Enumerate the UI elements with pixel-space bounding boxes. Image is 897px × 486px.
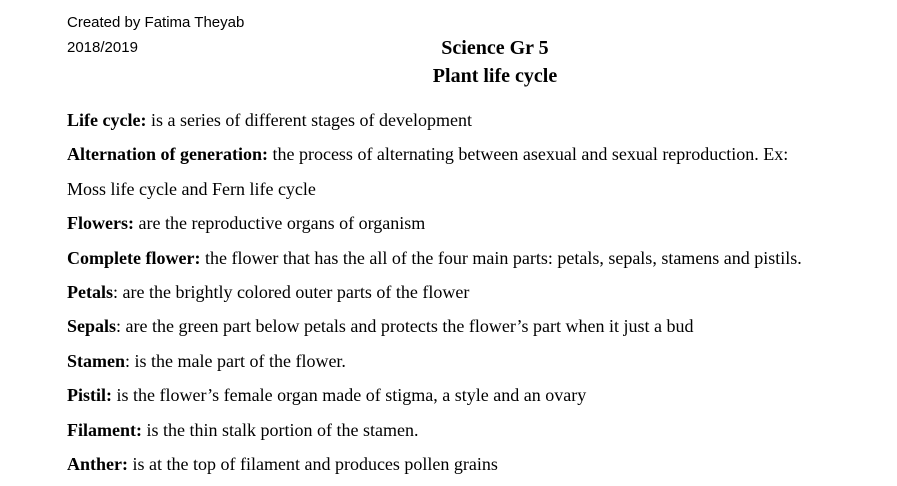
definition-term: Life cycle: [67, 110, 147, 130]
definition-petals [67, 279, 892, 313]
school-year: 2018/2019 [67, 39, 138, 56]
definition-term: Stamen [67, 350, 125, 371]
definition-text: is a series of different stages of development [146, 110, 473, 130]
definition-pistil [67, 382, 892, 416]
definition-flowers [67, 210, 892, 244]
definitions-list [67, 107, 892, 485]
definition-anther [67, 451, 892, 485]
definition-term: Anther: [67, 453, 128, 474]
definition-term: Filament: [67, 419, 142, 440]
definition-text: the flower that has the all of the four main parts: petals, sepals, stamens and pistils. [200, 247, 802, 268]
definition-stamen [67, 348, 892, 382]
definition-text: : are the brightly colored outer parts of the flower [112, 281, 470, 302]
definition-term: Petals [67, 281, 113, 302]
definition-text: the process of alternating between asexual and sexual reproduction. Ex: [267, 144, 789, 165]
definition-term: Pistil: [67, 385, 112, 406]
document-title [0, 34, 897, 90]
definition-text: Moss life cycle and Fern life cycle [67, 178, 316, 199]
definition-text: : is the male part of the flower. [125, 350, 346, 371]
definition-term: Complete flower: [67, 247, 201, 268]
definition-continuation [67, 176, 892, 210]
definition-text: is the thin stalk portion of the stamen. [141, 419, 419, 440]
subject-title: Science Gr 5 [441, 37, 549, 59]
definition-sepals [67, 313, 892, 347]
definition-text: : are the green part below petals and protects the flower’s part when it just a bud [116, 316, 694, 337]
author-credit: Created by Fatima Theyab [67, 14, 245, 31]
definition-filament [67, 417, 892, 451]
definition-complete-flower [67, 245, 892, 279]
definition-term: Flowers: [67, 213, 134, 234]
definition-term: Sepals [67, 316, 117, 337]
topic-title: Plant life cycle [432, 65, 558, 87]
definition-text: is the flower’s female organ made of stigma, a style and an ovary [112, 385, 587, 406]
definition-term: Alternation of generation: [67, 144, 268, 165]
definition-text: is at the top of filament and produces pollen grains [128, 453, 498, 474]
definition-life-cycle [67, 107, 892, 141]
definition-text: are the reproductive organs of organism [133, 213, 426, 234]
definition-alternation-of-generation [67, 141, 892, 175]
